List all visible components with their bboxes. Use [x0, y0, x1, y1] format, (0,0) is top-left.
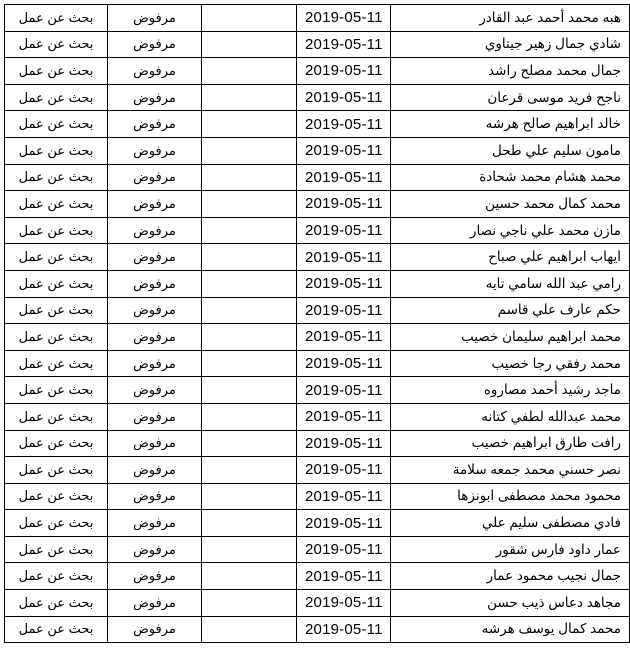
records-body: [5, 5, 630, 643]
status-cell: مرفوض: [108, 217, 202, 244]
blank-cell: [202, 297, 297, 324]
status-cell: مرفوض: [108, 84, 202, 111]
blank-cell: [202, 403, 297, 430]
blank-cell: [202, 324, 297, 351]
date-cell: 2019-05-11: [297, 164, 391, 191]
table-row: [5, 377, 630, 404]
name-cell: شادي جمال زهير جيتاوي: [391, 31, 630, 58]
status-cell: مرفوض: [108, 483, 202, 510]
reason-cell: بحث عن عمل: [5, 616, 108, 643]
blank-cell: [202, 244, 297, 271]
date-cell: 2019-05-11: [297, 191, 391, 218]
date-cell: 2019-05-11: [297, 457, 391, 484]
blank-cell: [202, 164, 297, 191]
blank-cell: [202, 58, 297, 85]
name-cell: محمود محمد مصطفى ابونزها: [391, 483, 630, 510]
date-cell: 2019-05-11: [297, 111, 391, 138]
date-cell: 2019-05-11: [297, 217, 391, 244]
name-cell: ناجح فريد موسى قرعان: [391, 84, 630, 111]
reason-cell: بحث عن عمل: [5, 84, 108, 111]
blank-cell: [202, 377, 297, 404]
date-cell: 2019-05-11: [297, 590, 391, 617]
reason-cell: بحث عن عمل: [5, 270, 108, 297]
table-row: [5, 616, 630, 643]
date-cell: 2019-05-11: [297, 510, 391, 537]
date-cell: 2019-05-11: [297, 483, 391, 510]
date-cell: 2019-05-11: [297, 270, 391, 297]
blank-cell: [202, 430, 297, 457]
name-cell: هبه محمد أحمد عبد القادر: [391, 5, 630, 32]
table-row: [5, 244, 630, 271]
name-cell: محمد عبدالله لطفي كتانه: [391, 403, 630, 430]
status-cell: مرفوض: [108, 297, 202, 324]
blank-cell: [202, 563, 297, 590]
reason-cell: بحث عن عمل: [5, 324, 108, 351]
reason-cell: بحث عن عمل: [5, 5, 108, 32]
reason-cell: بحث عن عمل: [5, 457, 108, 484]
table-row: [5, 84, 630, 111]
name-cell: محمد ابراهيم سليمان خصيب: [391, 324, 630, 351]
blank-cell: [202, 483, 297, 510]
name-cell: رامي عبد الله سامي تايه: [391, 270, 630, 297]
blank-cell: [202, 510, 297, 537]
reason-cell: بحث عن عمل: [5, 590, 108, 617]
reason-cell: بحث عن عمل: [5, 297, 108, 324]
reason-cell: بحث عن عمل: [5, 403, 108, 430]
status-cell: مرفوض: [108, 616, 202, 643]
status-cell: مرفوض: [108, 270, 202, 297]
blank-cell: [202, 217, 297, 244]
name-cell: رافت طارق ابراهيم خصيب: [391, 430, 630, 457]
status-cell: مرفوض: [108, 191, 202, 218]
status-cell: مرفوض: [108, 137, 202, 164]
table-row: [5, 430, 630, 457]
table-row: [5, 457, 630, 484]
table-row: [5, 590, 630, 617]
name-cell: محمد كمال محمد حسين: [391, 191, 630, 218]
date-cell: 2019-05-11: [297, 377, 391, 404]
date-cell: 2019-05-11: [297, 350, 391, 377]
blank-cell: [202, 137, 297, 164]
blank-cell: [202, 536, 297, 563]
status-cell: مرفوض: [108, 563, 202, 590]
blank-cell: [202, 31, 297, 58]
status-cell: مرفوض: [108, 457, 202, 484]
table-row: [5, 483, 630, 510]
table-row: [5, 58, 630, 85]
name-cell: مامون سليم علي طحل: [391, 137, 630, 164]
status-cell: مرفوض: [108, 377, 202, 404]
date-cell: 2019-05-11: [297, 5, 391, 32]
date-cell: 2019-05-11: [297, 324, 391, 351]
table-row: [5, 137, 630, 164]
blank-cell: [202, 5, 297, 32]
blank-cell: [202, 350, 297, 377]
reason-cell: بحث عن عمل: [5, 430, 108, 457]
date-cell: 2019-05-11: [297, 563, 391, 590]
status-cell: مرفوض: [108, 430, 202, 457]
table-row: [5, 31, 630, 58]
reason-cell: بحث عن عمل: [5, 137, 108, 164]
reason-cell: بحث عن عمل: [5, 483, 108, 510]
reason-cell: بحث عن عمل: [5, 58, 108, 85]
table-row: [5, 324, 630, 351]
name-cell: محمد هشام محمد شحادة: [391, 164, 630, 191]
name-cell: نصر حسني محمد جمعه سلامة: [391, 457, 630, 484]
status-cell: مرفوض: [108, 403, 202, 430]
status-cell: مرفوض: [108, 111, 202, 138]
date-cell: 2019-05-11: [297, 430, 391, 457]
name-cell: ايهاب ابراهيم علي صباح: [391, 244, 630, 271]
name-cell: جمال محمد مصلح راشد: [391, 58, 630, 85]
reason-cell: بحث عن عمل: [5, 510, 108, 537]
name-cell: مجاهد دعاس ذيب حسن: [391, 590, 630, 617]
reason-cell: بحث عن عمل: [5, 111, 108, 138]
date-cell: 2019-05-11: [297, 244, 391, 271]
date-cell: 2019-05-11: [297, 31, 391, 58]
table-row: [5, 191, 630, 218]
name-cell: محمد كمال يوسف هرشه: [391, 616, 630, 643]
records-table: [4, 4, 630, 643]
status-cell: مرفوض: [108, 324, 202, 351]
status-cell: مرفوض: [108, 510, 202, 537]
blank-cell: [202, 616, 297, 643]
blank-cell: [202, 457, 297, 484]
status-cell: مرفوض: [108, 590, 202, 617]
blank-cell: [202, 590, 297, 617]
blank-cell: [202, 84, 297, 111]
status-cell: مرفوض: [108, 164, 202, 191]
name-cell: عمار داود فارس شقور: [391, 536, 630, 563]
status-cell: مرفوض: [108, 536, 202, 563]
table-row: [5, 510, 630, 537]
name-cell: مازن محمد علي ناجي نصار: [391, 217, 630, 244]
table-row: [5, 297, 630, 324]
table-row: [5, 536, 630, 563]
reason-cell: بحث عن عمل: [5, 563, 108, 590]
name-cell: خالد ابراهيم صالح هرشه: [391, 111, 630, 138]
table-row: [5, 5, 630, 32]
date-cell: 2019-05-11: [297, 616, 391, 643]
reason-cell: بحث عن عمل: [5, 536, 108, 563]
status-cell: مرفوض: [108, 31, 202, 58]
table-row: [5, 403, 630, 430]
date-cell: 2019-05-11: [297, 58, 391, 85]
reason-cell: بحث عن عمل: [5, 191, 108, 218]
date-cell: 2019-05-11: [297, 84, 391, 111]
name-cell: جمال نجيب محمود عمار: [391, 563, 630, 590]
reason-cell: بحث عن عمل: [5, 31, 108, 58]
reason-cell: بحث عن عمل: [5, 377, 108, 404]
table-row: [5, 164, 630, 191]
status-cell: مرفوض: [108, 5, 202, 32]
reason-cell: بحث عن عمل: [5, 350, 108, 377]
table-row: [5, 563, 630, 590]
status-cell: مرفوض: [108, 58, 202, 85]
blank-cell: [202, 270, 297, 297]
reason-cell: بحث عن عمل: [5, 164, 108, 191]
name-cell: ماجد رشيد أحمد مصاروه: [391, 377, 630, 404]
name-cell: حكم عارف علي قاسم: [391, 297, 630, 324]
table-row: [5, 270, 630, 297]
blank-cell: [202, 191, 297, 218]
blank-cell: [202, 111, 297, 138]
date-cell: 2019-05-11: [297, 536, 391, 563]
status-cell: مرفوض: [108, 350, 202, 377]
reason-cell: بحث عن عمل: [5, 244, 108, 271]
date-cell: 2019-05-11: [297, 297, 391, 324]
date-cell: 2019-05-11: [297, 403, 391, 430]
reason-cell: بحث عن عمل: [5, 217, 108, 244]
table-row: [5, 217, 630, 244]
table-row: [5, 111, 630, 138]
name-cell: محمد رفقي رجا خصيب: [391, 350, 630, 377]
status-cell: مرفوض: [108, 244, 202, 271]
name-cell: فادي مصطفى سليم علي: [391, 510, 630, 537]
date-cell: 2019-05-11: [297, 137, 391, 164]
table-row: [5, 350, 630, 377]
